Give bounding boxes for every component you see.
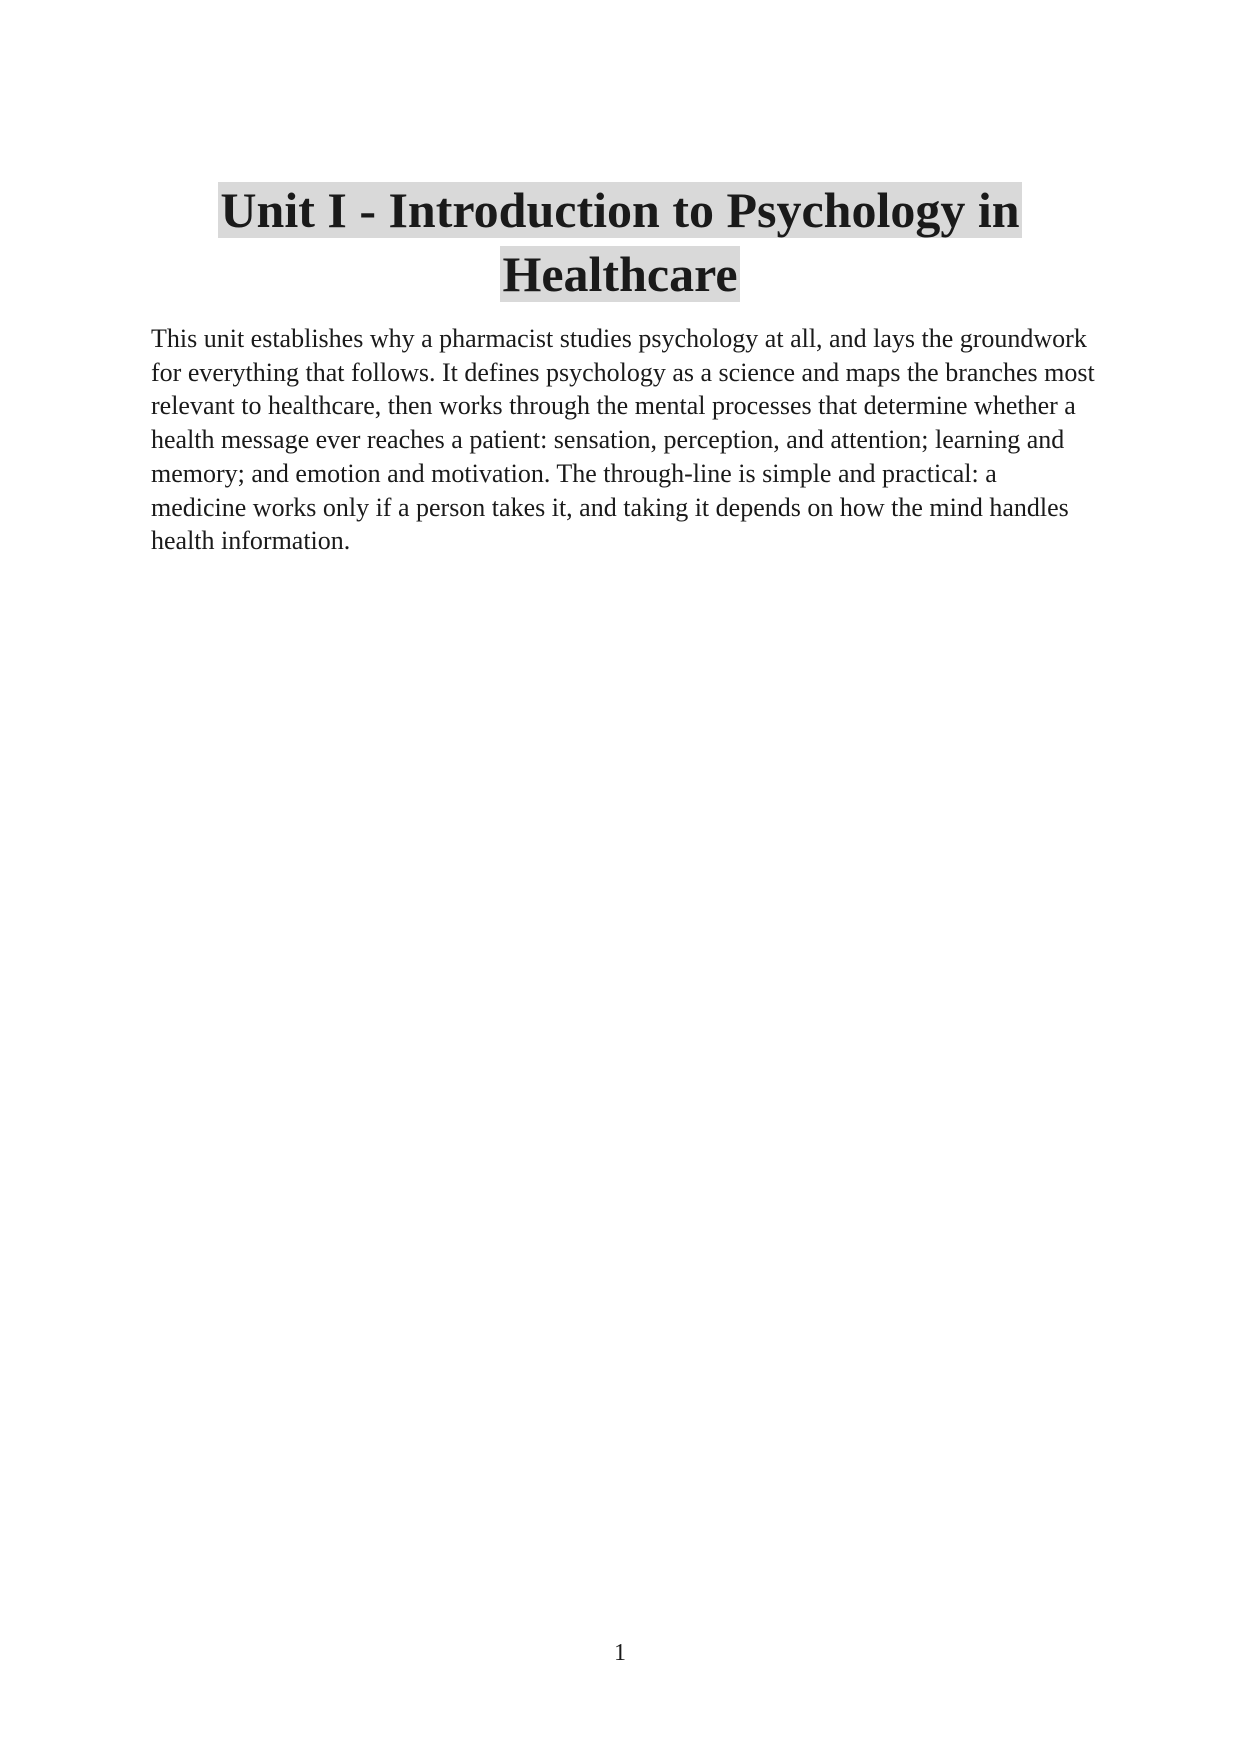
page-number: 1 [614,1640,626,1666]
unit-title [150,178,1090,306]
unit-title-text: Unit I - Introduction to Psychology in Healthcare [220,182,1020,302]
intro-paragraph: This unit establishes why a pharmacist studies psychology at all, and lays the groundwork for everything that follows. It defines psychology as a science and maps the branches most relevant to healthcare, then works through the mental processes that determine whether a health message ever reaches a patient: sensation, perception, and attention; learning and memory; and emotion and motivation. The through-line is simple and practical: a medicine works only if a person takes it, and taking it depends on how the mind handles health information. [151,324,1095,556]
